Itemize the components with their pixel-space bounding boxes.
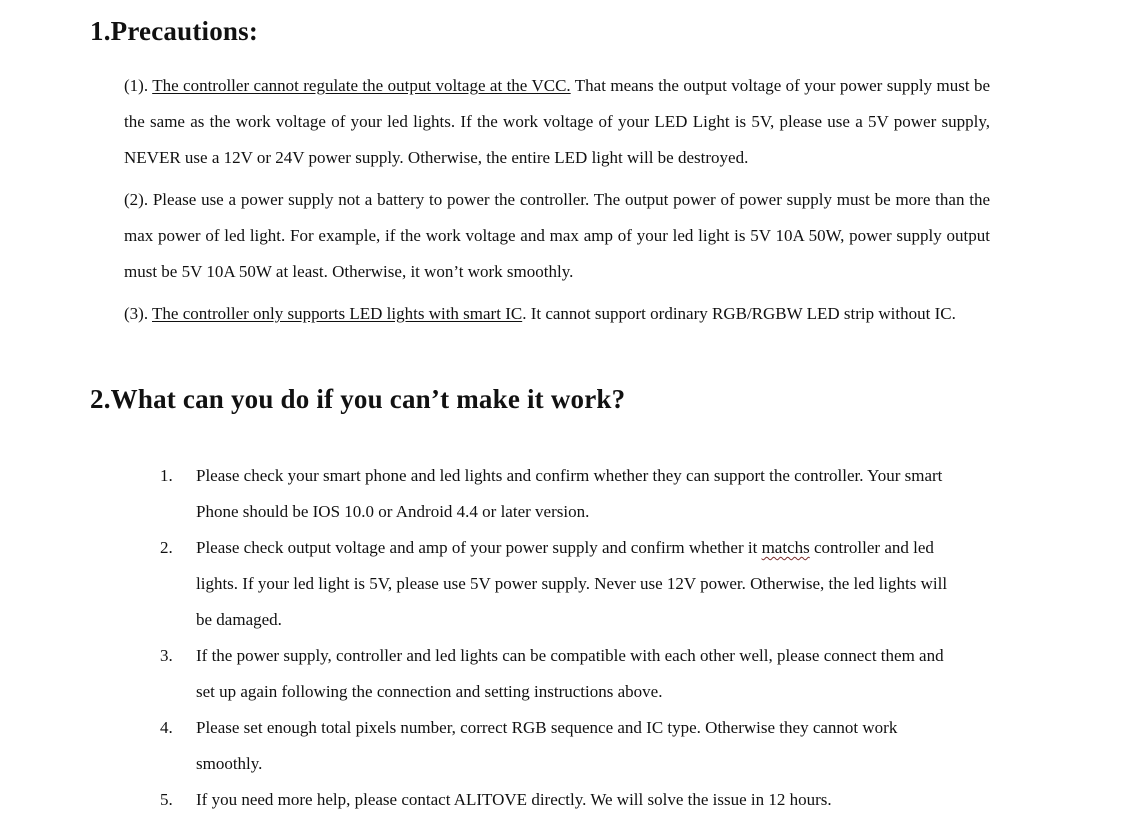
precaution-3: [124, 296, 990, 332]
list-item: [0, 782, 956, 818]
list-item-text: Please set enough total pixels number, correct RGB sequence and IC type. Otherwise they cannot work smoothly.: [196, 718, 898, 773]
precaution-1-label: (1).: [124, 76, 153, 95]
list-item: [0, 530, 956, 638]
list-item: [0, 458, 956, 530]
precaution-1-underlined: The controller cannot regulate the output voltage at the VCC.: [152, 76, 571, 95]
heading-precautions: 1.Precautions:: [90, 16, 259, 46]
list-item-text: [196, 530, 956, 638]
heading-troubleshooting: 2.What can you do if you can’t make it work?: [90, 384, 626, 414]
precaution-3-text: . It cannot support ordinary RGB/RGBW LED strip without IC.: [522, 304, 956, 323]
list-item-text-after: controller and led lights. If your led light is 5V, please use 5V power supply. Never use 12V power. Otherwise, the led lights will be damaged.: [196, 538, 948, 629]
list-item-number: 5.: [160, 790, 173, 809]
list-item-number: 2.: [160, 538, 173, 557]
precaution-3-label: (3).: [124, 304, 153, 323]
list-item: [0, 638, 956, 710]
list-item-number: 3.: [160, 646, 173, 665]
list-item-number: 4.: [160, 718, 173, 737]
precaution-2: (2). Please use a power supply not a battery to power the controller. The output power of power supply must be more than the max power of led light. For example, if the work voltage and max amp of your led light is 5V 10A 50W, power supply output must be 5V 10A 50W at least. Otherwise, it won’t work smoothly.: [124, 190, 990, 281]
list-item-text: If you need more help, please contact ALITOVE directly. We will solve the issue in 12 hours.: [196, 790, 832, 809]
list-item-text: Please check your smart phone and led lights and confirm whether they can support the controller. Your smart Phone should be IOS 10.0 or Android 4.4 or later version.: [196, 466, 943, 521]
list-item-number: 1.: [160, 466, 173, 485]
precaution-3-underlined: The controller only supports LED lights with smart IC: [152, 304, 523, 323]
list-item-text-before: Please check output voltage and amp of your power supply and confirm whether it: [196, 538, 762, 557]
misspelled-word: matchs: [761, 538, 810, 557]
list-item-text: If the power supply, controller and led lights can be compatible with each other well, please connect them and set up again following the connection and setting instructions above.: [196, 646, 944, 701]
list-item: [0, 710, 956, 782]
troubleshooting-list: [0, 458, 956, 818]
precaution-1: [124, 68, 990, 176]
precaution-1-text: That means the output voltage of your power supply must be the same as the work voltage of your led lights. If the work voltage of your LED Light is 5V, please use a 5V power supply, NEVER use a 12V or 24V power supply. Otherwise, the entire LED light will be destroyed.: [124, 76, 991, 167]
